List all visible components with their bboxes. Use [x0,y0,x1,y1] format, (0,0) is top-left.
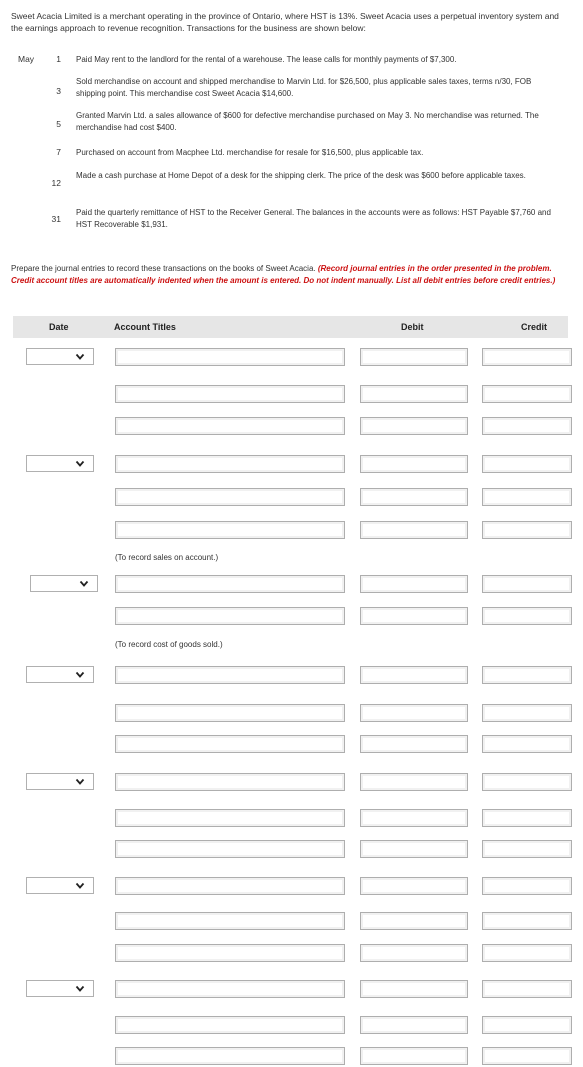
debit-input[interactable] [360,385,468,403]
debit-input[interactable] [360,704,468,722]
chevron-down-icon [79,578,89,590]
date-select[interactable] [26,348,94,365]
account-title-input[interactable] [115,521,345,539]
credit-input[interactable] [482,666,572,684]
date-select[interactable] [26,980,94,997]
account-title-input[interactable] [115,666,345,684]
account-title-input[interactable] [115,1047,345,1065]
account-title-input[interactable] [115,944,345,962]
entry-note-sales: (To record sales on account.) [115,553,219,562]
account-title-input[interactable] [115,912,345,930]
account-title-input[interactable] [115,735,345,753]
transaction-text: Sold merchandise on account and shipped merchandise to Marvin Ltd. for $26,500, plus applicable sales taxes, terms n/30, FOB shipping point. This merchandise cost Sweet Acacia $14,600. [76,77,532,98]
credit-input[interactable] [482,521,572,539]
chevron-down-icon [75,351,85,363]
debit-input[interactable] [360,417,468,435]
journal-header-row [13,316,568,338]
credit-input[interactable] [482,385,572,403]
debit-input[interactable] [360,912,468,930]
transaction-text: Paid the quarterly remittance of HST to the Receiver General. The balances in the accounts were as follows: HST Payable $7,760 and HST Recoverable $1,931. [76,208,551,229]
header-credit: Credit [521,322,548,332]
transaction-text: Paid May rent to the landlord for the rental of a warehouse. The lease calls for monthly payments of $7,300. [76,55,457,64]
credit-input[interactable] [482,488,572,506]
date-select[interactable] [26,877,94,894]
account-title-input[interactable] [115,348,345,366]
date-select[interactable] [26,773,94,790]
chevron-down-icon [75,983,85,995]
account-title-input[interactable] [115,575,345,593]
debit-input[interactable] [360,840,468,858]
transaction-text: Granted Marvin Ltd. a sales allowance of $600 for defective merchandise purchased on May 3. No merchandise was returned. The merchandise had cost $400. [76,111,539,132]
debit-input[interactable] [360,1047,468,1065]
entry-note-cogs: (To record cost of goods sold.) [115,640,223,649]
debit-input[interactable] [360,575,468,593]
transaction-day: 3 [56,86,61,96]
transaction-day: 5 [56,119,61,129]
credit-input[interactable] [482,809,572,827]
date-select[interactable] [26,666,94,683]
credit-input[interactable] [482,1047,572,1065]
transaction-text: Made a cash purchase at Home Depot of a desk for the shipping clerk. The price of the desk was $600 before applicable taxes. [76,171,526,180]
problem-intro: Sweet Acacia Limited is a merchant operating in the province of Ontario, where HST is 13%. Sweet Acacia uses a perpetual inventory system and the earnings approach to revenue recognition. Transactions for the business are shown below: [11,11,559,33]
debit-input[interactable] [360,735,468,753]
transaction-text: Purchased on account from Macphee Ltd. merchandise for resale for $16,500, plus applicable tax. [76,148,424,157]
account-title-input[interactable] [115,840,345,858]
credit-input[interactable] [482,607,572,625]
credit-input[interactable] [482,840,572,858]
header-date: Date [49,322,69,332]
credit-input[interactable] [482,912,572,930]
transaction-day: 7 [56,147,61,157]
account-title-input[interactable] [115,1016,345,1034]
instructions [11,263,573,286]
transaction-day: 1 [56,54,61,64]
chevron-down-icon [75,669,85,681]
chevron-down-icon [75,776,85,788]
account-title-input[interactable] [115,809,345,827]
debit-input[interactable] [360,944,468,962]
transaction-day: 12 [51,178,61,188]
credit-input[interactable] [482,455,572,473]
credit-input[interactable] [482,575,572,593]
header-debit: Debit [401,322,424,332]
debit-input[interactable] [360,809,468,827]
account-title-input[interactable] [115,773,345,791]
debit-input[interactable] [360,877,468,895]
debit-input[interactable] [360,773,468,791]
debit-input[interactable] [360,1016,468,1034]
credit-input[interactable] [482,773,572,791]
debit-input[interactable] [360,488,468,506]
date-select[interactable] [26,455,94,472]
credit-input[interactable] [482,348,572,366]
account-title-input[interactable] [115,704,345,722]
debit-input[interactable] [360,455,468,473]
credit-input[interactable] [482,704,572,722]
credit-input[interactable] [482,735,572,753]
account-title-input[interactable] [115,455,345,473]
account-title-input[interactable] [115,980,345,998]
account-title-input[interactable] [115,488,345,506]
instructions-emphasis: (Record journal entries in the order presented in the problem. Credit account titles are automatically indented when the amount is entered. Do not indent manually. List all debit entries before credit entries.) [11,264,556,285]
chevron-down-icon [75,880,85,892]
credit-input[interactable] [482,877,572,895]
account-title-input[interactable] [115,607,345,625]
credit-input[interactable] [482,417,572,435]
debit-input[interactable] [360,666,468,684]
credit-input[interactable] [482,944,572,962]
instructions-lead: Prepare the journal entries to record these transactions on the books of Sweet Acacia. [11,264,318,273]
credit-input[interactable] [482,1016,572,1034]
account-title-input[interactable] [115,877,345,895]
account-title-input[interactable] [115,385,345,403]
chevron-down-icon [75,458,85,470]
credit-input[interactable] [482,980,572,998]
account-title-input[interactable] [115,417,345,435]
month-label: May [18,54,35,64]
debit-input[interactable] [360,980,468,998]
date-select[interactable] [30,575,98,592]
header-account-titles: Account Titles [114,322,176,332]
debit-input[interactable] [360,348,468,366]
debit-input[interactable] [360,521,468,539]
debit-input[interactable] [360,607,468,625]
transaction-day: 31 [51,214,61,224]
